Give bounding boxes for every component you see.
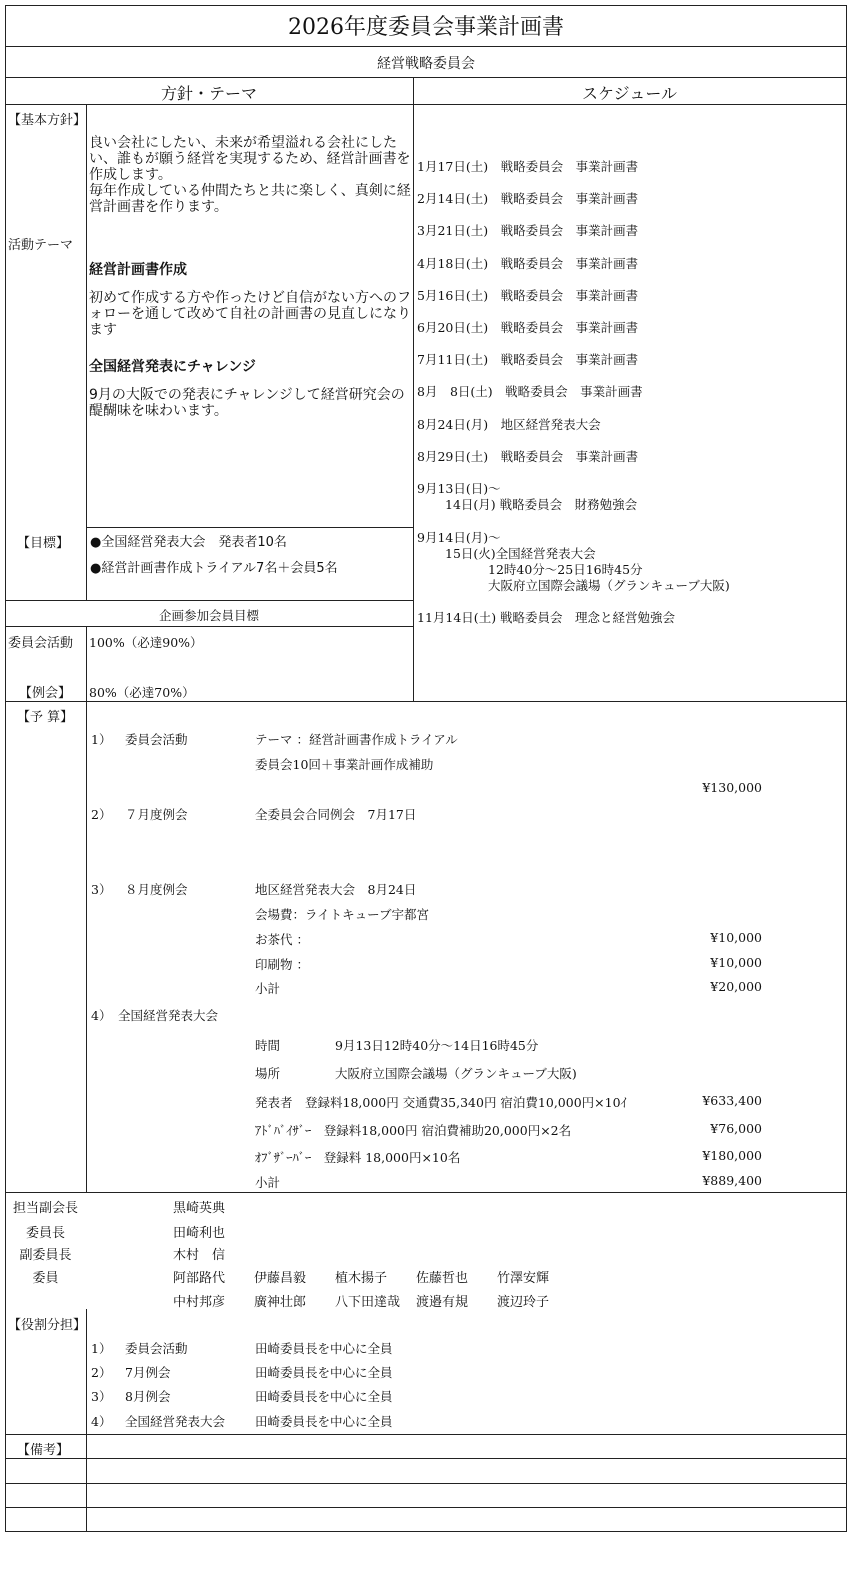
role-number: 2） [91,1365,112,1380]
budget-detail: 時間 [255,1038,281,1053]
budget-detail: テーマ ：経営計画書作成トライアル [255,732,458,747]
budget-item-number: 1） [91,732,112,747]
role-number: 3） [91,1389,112,1404]
member-name: 廣神壮郎 [254,1295,307,1310]
budget-amount: ¥10,000 [710,955,762,970]
schedule-item: 7月11日(土) 戦略委員会 事業計画書 [417,352,639,367]
member-name: 渡邉有規 [416,1295,469,1310]
schedule-item: 2月14日(土) 戦略委員会 事業計画書 [417,191,639,206]
member-role-label: 副委員長 [19,1248,72,1263]
budget-subtotal-label: 小計 [255,981,281,996]
member-name: 黒崎英典 [173,1201,226,1216]
participation-value: 80%（必達70%） [89,685,195,700]
schedule-item: 9月14日(月)～ [417,530,501,545]
budget-item-number: 4） [91,1008,112,1023]
budget-label: 【予 算】 [17,710,74,725]
member-name: 八下田達哉 [335,1295,401,1310]
role-description: 田崎委員長を中心に全員 [255,1389,393,1404]
budget-amount: ¥76,000 [710,1121,762,1136]
goal-label: 【目標】 [17,536,70,551]
member-name: 木村 信 [173,1248,226,1263]
member-name: 田崎利也 [173,1226,226,1241]
schedule-item: 大阪府立国際会議場（グランキューブ大阪) [488,578,730,593]
basic-policy-label: 【基本方針】 [8,113,87,128]
section-title-plan: 経営計画書作成 [89,262,187,278]
role-description: 田崎委員長を中心に全員 [255,1365,393,1380]
budget-subtotal-amount: ¥889,400 [702,1173,762,1188]
section-title-challenge: 全国経営発表にチャレンジ [89,359,256,375]
committee-name: 経営戦略委員会 [377,56,475,72]
budget-amount: ¥633,400 [702,1093,762,1108]
budget-detail: お茶代 ： [255,932,309,947]
budget-detail: 発表者 登録料18,000円 交通費35,340円 宿泊費10,000円×10ｲ [255,1095,627,1110]
role-name: 7月例会 [125,1365,171,1380]
budget-detail: 会場費：ライトキューブ宇都宮 [255,907,430,922]
member-name: 竹澤安輝 [497,1271,550,1286]
participation-value: 100%（必達90%） [89,635,203,650]
schedule-item: 9月13日(日)～ [417,481,501,496]
budget-subtotal-amount: ¥20,000 [710,979,762,994]
budget-detail: 地区経営発表大会 8月24日 [255,882,417,897]
member-role-label: 担当副会長 [12,1201,78,1216]
participation-label: 委員会活動 [8,636,74,651]
role-name: 全国経営発表大会 [125,1414,226,1429]
schedule-item: 12時40分～25日16時45分 [488,562,643,577]
schedule-item: 6月20日(土) 戦略委員会 事業計画書 [417,320,639,335]
budget-amount: ¥130,000 [702,780,762,795]
member-name: 中村邦彦 [173,1295,226,1310]
schedule-item: 11月14日(土) 戦略委員会 理念と経営勉強会 [417,610,676,625]
remarks-label: 【備考】 [17,1443,70,1458]
role-description: 田崎委員長を中心に全員 [255,1414,393,1429]
budget-item-name: 全国経営発表大会 [118,1008,219,1023]
theme-label: 活動テーマ [8,238,74,253]
member-name: 阿部路代 [173,1271,226,1286]
budget-item-number: 2） [91,807,112,822]
budget-amount: ¥180,000 [702,1148,762,1163]
budget-amount: ¥10,000 [710,930,762,945]
budget-subtotal-label: 小計 [255,1175,281,1190]
schedule-item: 14日(月) 戦略委員会 財務勉強会 [445,497,638,512]
schedule-item: 3月21日(土) 戦略委員会 事業計画書 [417,223,639,238]
schedule-item: 8月29日(土) 戦略委員会 事業計画書 [417,449,639,464]
budget-detail: 大阪府立国際会議場（グランキューブ大阪) [335,1066,577,1081]
page-title: 2026年度委員会事業計画書 [288,15,564,40]
role-name: 8月例会 [125,1389,171,1404]
schedule-item: 4月18日(土) 戦略委員会 事業計画書 [417,256,639,271]
goal-item: ●全国経営発表大会 発表者10名 [90,535,287,550]
role-name: 委員会活動 [125,1341,188,1356]
member-name: 植木揚子 [335,1271,388,1286]
schedule-item: 8月24日(月) 地区経営発表大会 [417,417,601,432]
member-role-label: 委員長 [25,1226,65,1241]
member-name: 伊藤昌毅 [254,1271,307,1286]
participation-label: 【例会】 [19,686,72,701]
participation-title: 企画参加会員目標 [158,608,259,623]
role-number: 4） [91,1414,112,1429]
budget-item-name: ８月度例会 [125,882,188,897]
budget-detail: ｱﾄﾞﾊﾞｲｻﾞｰ 登録料18,000円 宿泊費補助20,000円×2名 [255,1123,572,1138]
role-description: 田崎委員長を中心に全員 [255,1341,393,1356]
budget-detail: 9月13日12時40分～14日16時45分 [335,1038,539,1053]
budget-detail: 場所 [255,1066,281,1081]
schedule-item: 15日(火)全国経営発表大会 [445,546,596,561]
schedule-item: 1月17日(土) 戦略委員会 事業計画書 [417,159,639,174]
schedule-item: 8月 8日(土) 戦略委員会 事業計画書 [417,384,643,399]
schedule-header: スケジュール [581,84,678,103]
section-body-plan: 初めて作成する方や作ったけど自信がない方へのフォローを通して改めて自社の計画書の見直しになります [89,290,411,338]
budget-detail: 全委員会合同例会 7月17日 [255,807,417,822]
member-name: 佐藤哲也 [416,1271,469,1286]
roles-label: 【役割分担】 [8,1318,87,1333]
policy-header: 方針・テーマ [160,84,257,103]
policy-intro: 良い会社にしたい、未来が希望溢れる会社にしたい、誰もが願う経営を実現するため、経営計画書を作成します。 毎年作成している仲間たちと共に楽しく、真剣に経営計画書を作ります。 [89,135,411,215]
budget-item-number: 3） [91,882,112,897]
member-role-label: 委員 [32,1271,59,1286]
schedule-item: 5月16日(土) 戦略委員会 事業計画書 [417,288,639,303]
budget-item-name: 委員会活動 [125,732,188,747]
budget-detail: 委員会10回＋事業計画作成補助 [255,757,434,772]
member-name: 渡辺玲子 [497,1295,550,1310]
budget-detail: 印刷物 ： [255,957,309,972]
section-body-challenge: 9月の大阪での発表にチャレンジして経営研究会の醍醐味を味わいます。 [89,387,405,419]
goal-item: ●経営計画書作成トライアル7名＋会員5名 [90,561,338,576]
budget-item-name: ７月度例会 [125,807,188,822]
role-number: 1） [91,1341,112,1356]
budget-detail: ｵﾌﾞｻﾞｰﾊﾞｰ 登録料 18,000円×10名 [255,1150,461,1165]
